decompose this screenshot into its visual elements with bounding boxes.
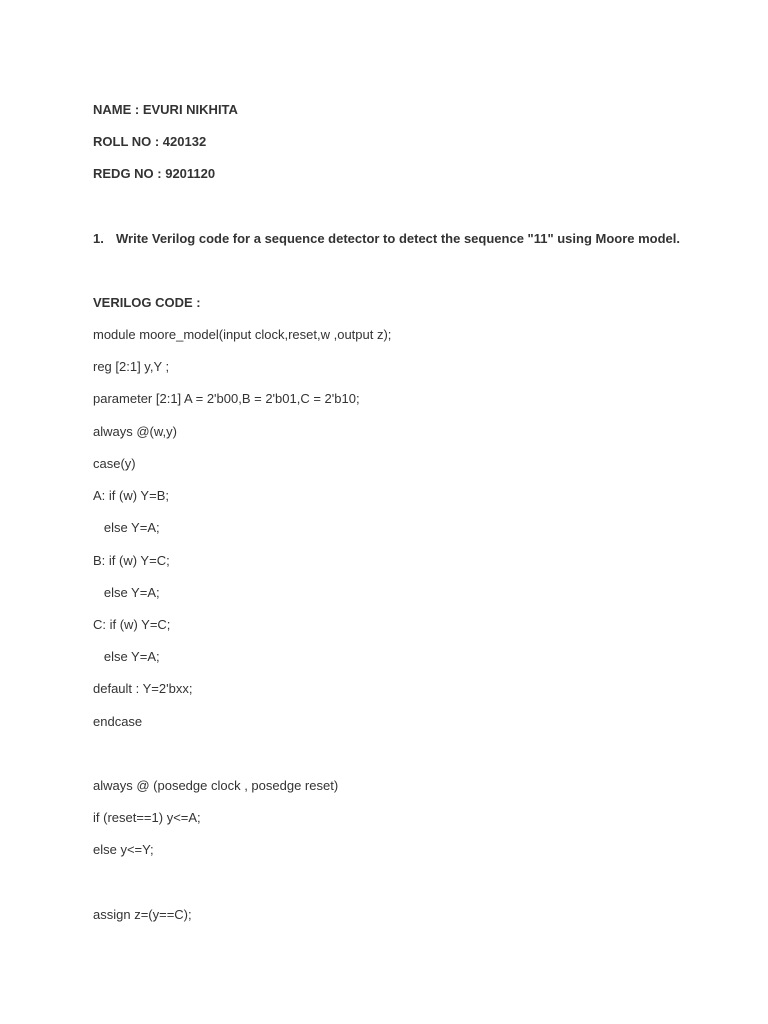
question-text: Write Verilog code for a sequence detector to detect the sequence "11" using Moore model.	[116, 231, 681, 246]
code-line: A: if (w) Y=B;	[93, 488, 169, 503]
code-line: always @ (posedge clock , posedge reset)	[93, 778, 339, 793]
code-line: always @(w,y)	[93, 424, 177, 439]
code-line: else Y=A;	[93, 520, 160, 535]
registration-number: REDG NO : 9201120	[93, 166, 216, 181]
code-line: module moore_model(input clock,reset,w ,output z);	[93, 327, 392, 342]
student-name: NAME : EVURI NIKHITA	[93, 102, 238, 117]
code-line: C: if (w) Y=C;	[93, 617, 171, 632]
code-line: if (reset==1) y<=A;	[93, 810, 201, 825]
code-line: else y<=Y;	[93, 842, 154, 857]
code-line: case(y)	[93, 456, 136, 471]
code-line: assign z=(y==C);	[93, 907, 192, 922]
question-1	[93, 231, 680, 247]
code-heading: VERILOG CODE :	[93, 295, 201, 310]
code-line: B: if (w) Y=C;	[93, 553, 170, 568]
code-line: parameter [2:1] A = 2'b00,B = 2'b01,C = 2'b10;	[93, 391, 360, 406]
roll-number: ROLL NO : 420132	[93, 134, 207, 149]
question-number: 1.	[93, 231, 104, 246]
code-line: endcase	[93, 714, 143, 729]
code-line: reg [2:1] y,Y ;	[93, 359, 170, 374]
code-line: default : Y=2'bxx;	[93, 681, 193, 696]
code-line: else Y=A;	[93, 585, 160, 600]
code-line: else Y=A;	[93, 649, 160, 664]
